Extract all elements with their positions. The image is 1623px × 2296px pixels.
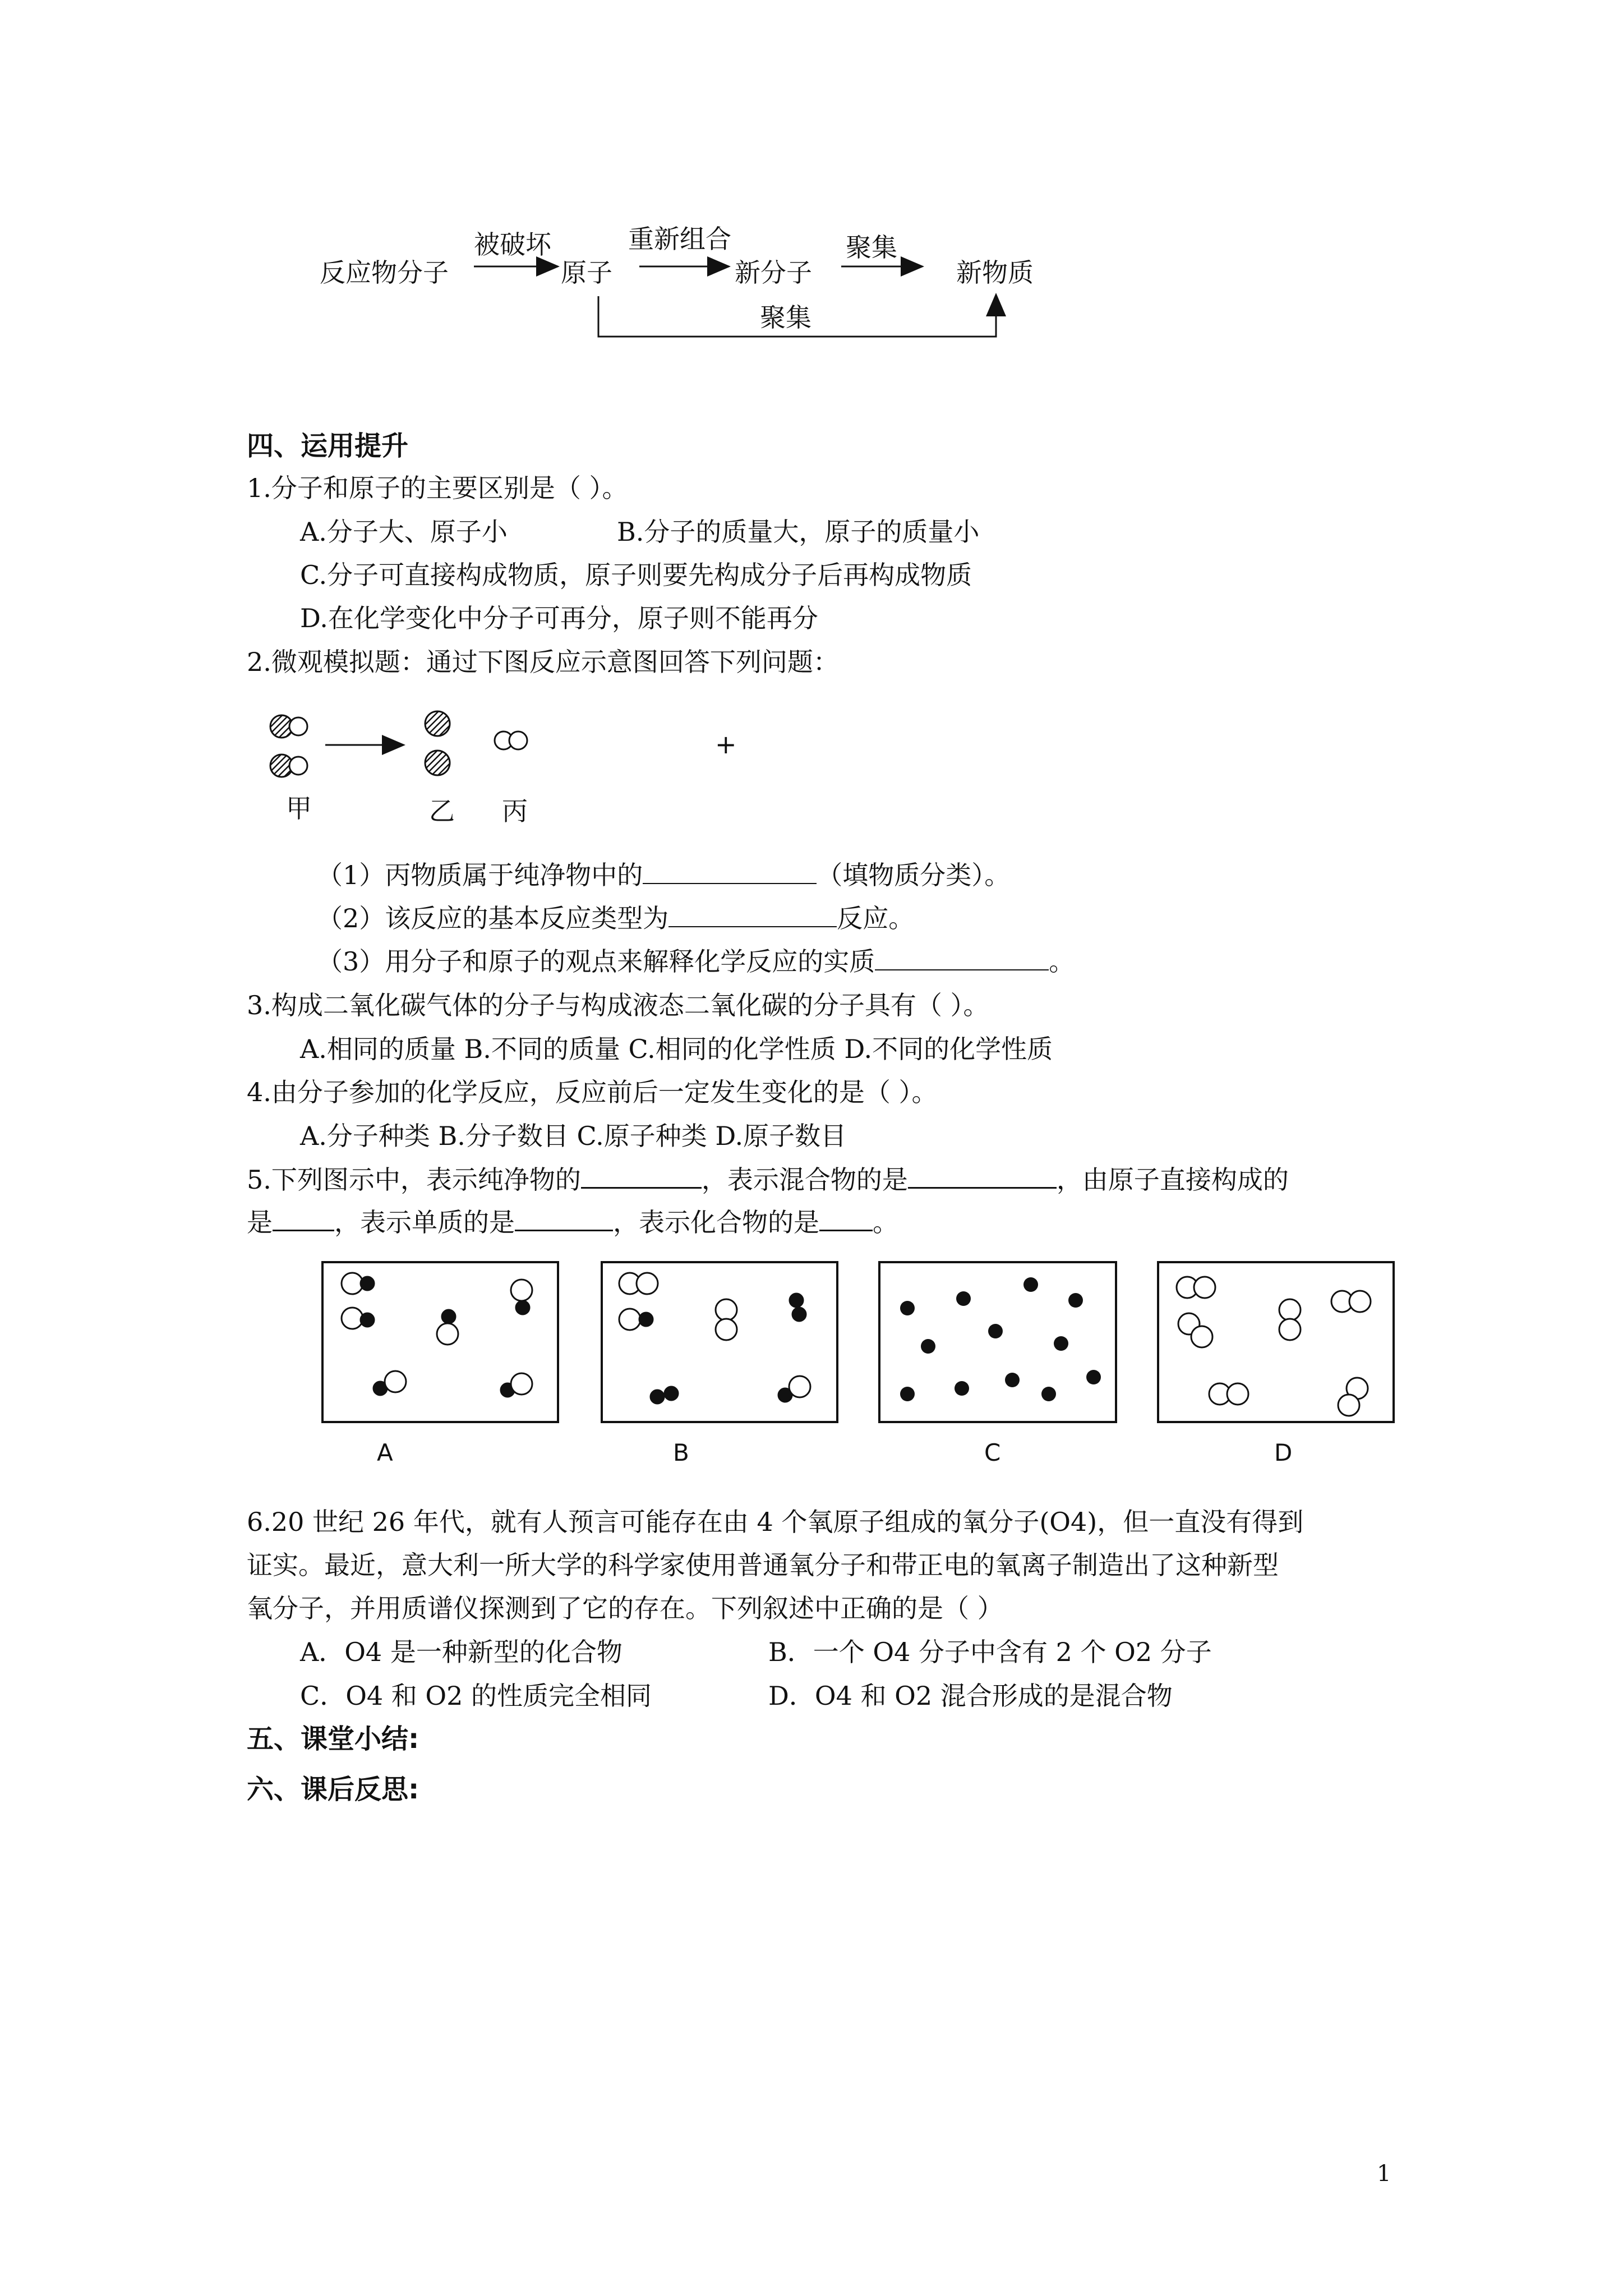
q1-stem: 1.分子和原子的主要区别是（ ）。 [247, 473, 628, 503]
flow-reactant: 反应物分子 [320, 257, 449, 288]
answer-blank-compound[interactable] [819, 1205, 873, 1231]
q3-options: A.相同的质量 B.不同的质量 C.相同的化学性质 D.不同的化学性质 [300, 1034, 1053, 1064]
q2-sub1: （1）丙物质属于纯净物中的 （填物质分类）。 [317, 858, 1010, 892]
label-yi: 乙 [429, 796, 455, 826]
answer-blank-atoms[interactable] [273, 1205, 334, 1231]
box-c-particles [900, 1277, 1101, 1401]
q6-option-d: D．O4 和 O2 混合形成的是混合物 [768, 1681, 1173, 1711]
flow-atom: 原子 [561, 257, 612, 288]
q6-option-a: A．O4 是一种新型的化合物 [300, 1637, 623, 1667]
answer-blank-element[interactable] [515, 1205, 613, 1231]
q6-line3: 氧分子，并用质谱仪探测到了它的存在。下列叙述中正确的是（ ） [247, 1593, 1003, 1623]
flow-new-substance: 新物质 [956, 257, 1034, 288]
flow-step-break: 被破坏 [474, 229, 551, 260]
q1-option-c: C.分子可直接构成物质，原子则要先构成分子后再构成物质 [300, 560, 972, 590]
particle-boxes [314, 1254, 1413, 1428]
q3-stem: 3.构成二氧化碳气体的分子与构成液态二氧化碳的分子具有（ ）。 [247, 990, 989, 1020]
q2-stem: 2.微观模拟题：通过下图反应示意图回答下列问题： [247, 647, 839, 677]
section-title-5: 五、课堂小结: [247, 1723, 419, 1755]
label-jia: 甲 [286, 793, 312, 823]
section-title-4: 四、运用提升 [247, 430, 409, 462]
plus-sign: + [715, 729, 737, 760]
q5-line2: 是 ，表示单质的是 ，表示化合物的是 。 [247, 1205, 898, 1239]
flow-step-gather: 聚集 [846, 232, 897, 263]
q2-sub2: （2）该反应的基本反应类型为 反应。 [317, 901, 914, 935]
answer-blank-mixture[interactable] [908, 1162, 1057, 1189]
answer-blank-2[interactable] [668, 901, 837, 927]
flow-bottom-gather: 聚集 [760, 302, 811, 333]
answer-blank-pure[interactable] [581, 1162, 702, 1189]
q1-option-b: B.分子的质量大，原子的质量小 [617, 517, 980, 547]
answer-blank-3[interactable] [875, 945, 1049, 970]
box-b-particles [619, 1273, 810, 1404]
box-label-a: A [377, 1439, 393, 1466]
q1-option-a: A.分子大、原子小 [300, 517, 508, 547]
q2-sub3: （3）用分子和原子的观点来解释化学反应的实质 。 [317, 945, 1075, 978]
box-label-c: C [984, 1439, 1001, 1466]
q4-options: A.分子种类 B.分子数目 C.原子种类 D.原子数目 [300, 1121, 847, 1151]
q6-option-b: B．一个 O4 分子中含有 2 个 O2 分子 [768, 1637, 1212, 1667]
q1-option-d: D.在化学变化中分子可再分，原子则不能再分 [300, 603, 818, 633]
section-title-6: 六、课后反思: [247, 1774, 419, 1805]
q6-line1: 6.20 世纪 26 年代，就有人预言可能存在由 4 个氧原子组成的氧分子(O4)，但一直没有得到 [247, 1507, 1304, 1537]
box-label-d: D [1274, 1439, 1293, 1466]
page-number: 1 [1377, 2161, 1391, 2187]
box-label-b: B [673, 1439, 689, 1466]
flow-new-molecule: 新分子 [735, 257, 812, 288]
q6-option-c: C．O4 和 O2 的性质完全相同 [300, 1681, 652, 1711]
box-a-particles [342, 1273, 532, 1397]
flow-step-recombine: 重新组合 [628, 224, 731, 254]
q6-line2: 证实。最近，意大利一所大学的科学家使用普通氧分子和带正电的氧离子制造出了这种新型 [247, 1550, 1279, 1580]
label-bing: 丙 [502, 796, 528, 826]
answer-blank-1[interactable] [643, 858, 817, 884]
q5-line1: 5.下列图示中，表示纯净物的 ，表示混合物的是 ，由原子直接构成的 [247, 1162, 1289, 1197]
q4-stem: 4.由分子参加的化学反应，反应前后一定发生变化的是（ ）。 [247, 1077, 938, 1107]
box-d-particles [1177, 1277, 1371, 1416]
